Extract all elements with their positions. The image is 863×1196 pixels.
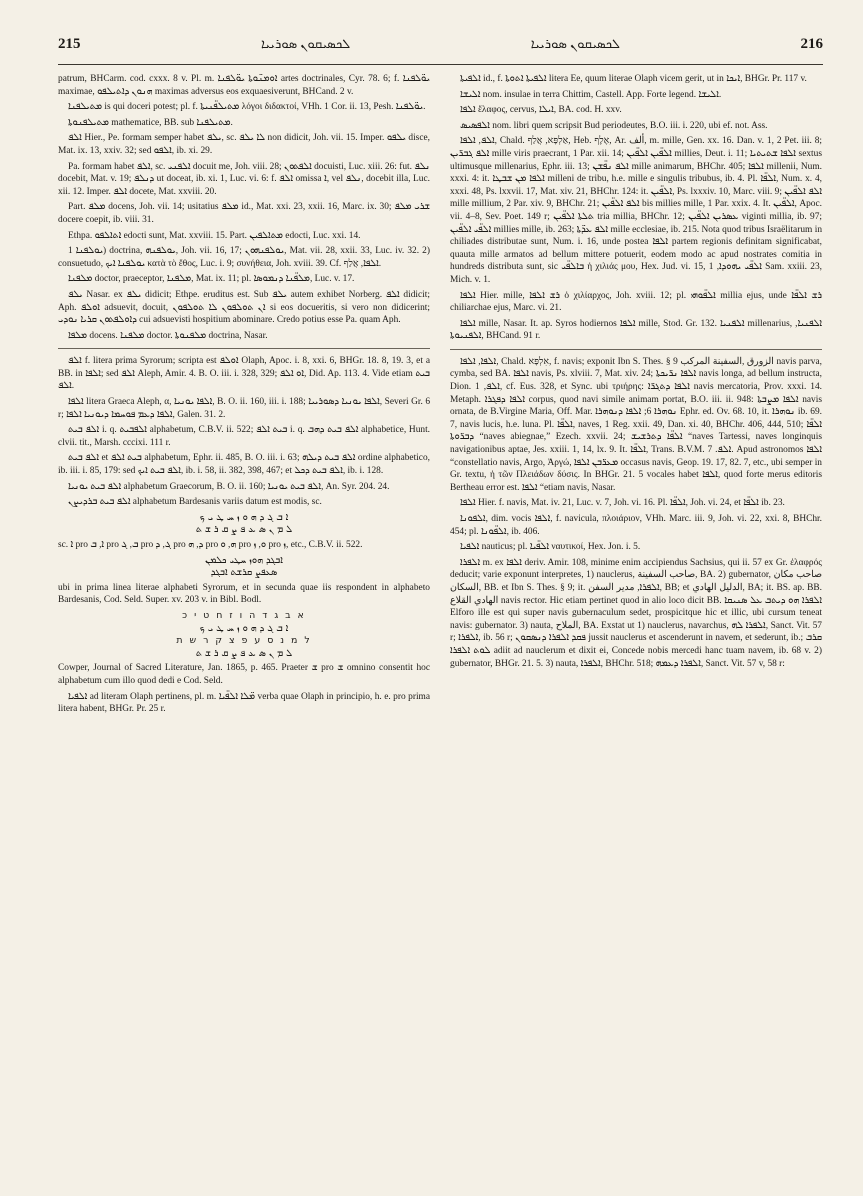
left-page-number: 215: [58, 35, 81, 52]
entry: ܐܠܦܘܢܐ, dim. vocis ܐܠܦܐ, f. navicula, πλοιάριον, VHh. Marc. iii. 9, Joh. vi. 22, xxi. 8, BHChr. 454; pl. ܐܠܦ̈ܘܢܐ, ib. 406.: [450, 514, 822, 537]
left-running-title: ܠܟܣܝܩܘܢ ܣܘܪܝܝܐ: [260, 36, 351, 51]
entry: Ethpa. ܐܬܐܠܦܘ edocti sunt, Mat. xxviii. 15. Part. ܡܬܐܠܦܝܢ edocti, Luc. xxi. 14.: [68, 230, 361, 241]
alphabet-table-3: [58, 610, 430, 660]
entry: ܐܠܦܐ mille, Nasar. It. ap. Syros hodiernos ܐܠܦܐ mille, Stod. Gr. 132. ܐܠܦܢܝܐ millenarius, ܐܠܦܢܝܐ, ܐܠܦܢܝܘܬܐ, BHCand. 91 r.: [450, 318, 822, 342]
entry: ܐܠܦ f. litera prima Syrorum; scripta est ܐܘܠܦ Olaph, Apoc. i. 8, xxi. 6, BHGr. 18. 8, 19. 3, et a BB. in ܐܠܦܐ; sed ܐܠܦ Aleph, Amir. 4. B. O. iii. i. 328, 329; ܐܘ ܐܠܦ, Did. Ap. 113. 4. Vide etiam ܒܝܬ ܐܠܦ.: [58, 356, 430, 392]
alphabet-row: ܠ ܡ ܢ ܣ ܥ ܦ ܨ ܩ ܪ ܫ ܬ: [195, 647, 293, 659]
entry: ܝܠܦ Nasar. ex ܝܠܦ didicit; Ethpe. eruditus est. Sub ܝܠܦ autem exhibet Norberg. ܐܠܦ didicit; Aph. ܐܘܠܦ adsuevit, docuit, ܐܢ ܬܘܠܦܘܢ ܠܐ ܬܘܠܦܘܢ si eos docueritis, si vero non didicerint; ܕܐܘܠܦܬܘܢ ܩܪܝܐ ܢܘܕܝ cui adsuevisti hospitium abominare. Credo potius esse Pa. quam Aph.: [58, 289, 430, 326]
alphabet-row: ܠ ܡ ܢ ܣ ܥ ܦ ܨ ܩ ܪ ܫ ܬ: [195, 524, 293, 536]
entry: ܐܠܦ Hier., Pe. formam semper habet ܝܠܦ, sc. ܠܐ ܝܠܦ non didicit, Joh. vii. 15. Imper. ܝܠܦܘ disce, Mat. ix. 13, xxiv. 32; sed ܐܠܦܘ, ib. xi. 29.: [58, 133, 430, 156]
entry: ܝܘܠܦܢܐ 1) doctrina, ܝܘܠܦܢܗ, Joh. vii. 16, 17; ܝܘܠܦܢܗܘܢ, Mat. vii. 28, xxii. 33, Luc. iv. 32. 2) consuetudo, ܝܘܠܦܢܐ ܐܝܟ κατὰ τὸ ἔθος, Luc. i. 9; συνήθεια, Joh. xviii. 39. Cf. ܐܠܦܐ, אֲלַף.: [58, 246, 430, 269]
entry: ܐܠܦܪܐ m. ex ܐܠܦܐ deriv. Amir. 108, minime enim accipiendus Sachsius, qui ii. 57 ex Gr. ἐλαφρός deducit; varie exponunt interpretes, 1) nauclerus, صاحب السفينة, BA. 2) gubernator, صاحب مكان السكان, BB. et Ibn S. Thes. § 9; it. ܐܠܦܪܐ, مدير السفن, BB; et الدليل الهادي, BA; it. BS. ap. BB. الهادي القلاع navis rector. Hic etiam pertinet quod in alio loco dicit BB. ܐܠܦܪܐ ܗܘ ܕܝܬܒ ܥܠ ܣܢܝܩܐ Elforo ille est qui super navis gubernaculum sedet, prospicitque hic et illic, ubi cursum teneat navis: gubernator. 3) nauta, الملاح, BA. Exstat ut 1) nauclerus, navarchus, ܐܠܦܪܐ ܠܗ, Sanct. Vit. 57 r; ܐܠܦܪܐ, ib. 56 r; ܦܩܕ ܐܠܦܪܐ ܕܢܣܩܘܢ jussit nauclerus et ascenderunt in navem, et sederunt, ib.; ܩܪܒ ܠܘܬ ܐܠܦܪܐ adiit ad nauclerum et dixit ei, Concede nobis mercedi hanc tuam navem, ib. 68 v. 2) gubernator, BHGr. 21. 5. 3) nauta, ܐܠܦܪܐ, BHChr. 518; ܐܠܦܪܐ ܕܥܡܗ, Sanct. Vit. 57 v, 58 r:: [450, 557, 822, 669]
entry: Part. ܡܠܦ docens, Joh. vii. 14; usitatius ܡܠܦ id., Mat. xxi. 23, xxii. 16, Marc. ix. 30; ܫܪܝ ܡܠܦ docere coepit, ib. viii. 31.: [58, 202, 430, 225]
alphabet-row: ܣܥܦܨ ܩܪܫܬ ܐܒܓܕ: [210, 567, 278, 579]
entry: Pa. formam habet ܐܠܦ, sc. ܐܠܦܢܝ docuit me, Joh. viii. 28; ܐܠܦܬܘܢ docuisti, Luc. xiii. 26: fut. ܢܠܦ docebit, Mat. v. 19; ܕܢܠܦ ut doceat, ib. xi. 1, Luc. vi. 6: f. ܐܠܦ omissa ܐ, vel ܢܠܦ, docebit illa, Luc. xii. 12. Imper. ܐܠܦ docete, Mat. xxviii. 20.: [58, 161, 430, 197]
left-column: [58, 73, 430, 1173]
entry: sc. ܐ pro ܐ, ܒ pro ܒ, ܓ pro ܓ, ܕ pro ܕ, ܗ pro ܗ, ܘ pro ܘ, ܙ pro ܙ, etc., C.B.V. ii. 522.: [58, 540, 363, 550]
entry: ܐܠܦܝܐ nauticus; pl. ܐܠܦ̈ܝܐ ναυτικοί, Hex. Jon. i. 5.: [460, 542, 641, 553]
entry: ܡܠܦܐ docens. ܡܠܦܢܐ doctor. ܡܠܦܢܘܬܐ doctrina, Nasar.: [68, 330, 268, 341]
right-page-number: 216: [800, 35, 823, 52]
section-divider: [58, 348, 430, 349]
entry: patrum, BHCarm. cod. cxxx. 8 v. Pl. m. ܐܘܡܢ̈ܘܬܐ ܝܘ̈ܠܦܢܐ artes doctrinales, Cyr. 78. 6; f. ܝܘ̈ܠܦܢܐ maximae, ܗܢܘܢ ܕܐܬܝܠܦܘ maximas adversus eos exquaesiverunt, BHCand. 2 v.: [58, 74, 430, 97]
right-column: [450, 73, 822, 1173]
section-divider: [450, 349, 822, 350]
entry: ܐܠܦ ܒܝܬ ܒܪܕܝܨܢ alphabetum Bardesanis variis datum est modis, sc.: [68, 497, 322, 508]
entry: ܐܠܦ ܒܝܬ ܝܘܢܝܐ alphabetum Graecorum, B. O. ii. 160; ܐܠܦ ܒܝܬ ܝܘܢܝܐ, An. Syr. 204. 24.: [68, 481, 390, 492]
entry: ubi in prima linea literae alphabeti Syrorum, et in secunda quae iis respondent in alphabeto Bardesanis, Cod. Seld. Super. xv. 203 v. in Bibl. Bodl.: [58, 582, 430, 606]
entry: ܐܠܦܐ Hier. f. navis, Mat. iv. 21, Luc. v. 7, Joh. vi. 16. Pl. ܐܠܦ̈ܐ, Joh. vi. 24, et ܐܠܦ̈ܐ ib. 23.: [460, 498, 785, 509]
entry: ܐܠܦܐ, ܐܠܦܐ, Chald. אִלְפָּא, f. navis; exponit Ibn S. Thes. § 9 الزورق ,السفينة المركب navis parva, cymba, sed BA. ܐܠܦܐ navis, Ps. xlviii. 7, Mat. xiv. 24; ܐܠܦܐ ܢܪ̈ܝܟܬܐ navis longa, ad bellum instructa, Dion. ܐܠܦ, 1, cf. Eus. 328, et Sync. ubi τριήρης: ܐܠܦܐ ܕܬܓܪ̈ܐ navis mercatoria, Prov. xxxi. 14. Metaph. ܐܠܦܐ ܕܦܓܪܐ corpus, quod navi simile animam portat, B.O. iii. ii. 948: ܐܠܦܐ ܡܨܒܬܐ navis ornata, de B.Virgine Maria, Off. Mar. ܢܘܗܪܐ 6; ܐܠܦܐ ܕܢܘܗܪܐ Ephr. ed. Ov. 68. 10, it. ܢܘܗܪܐ ib. 69. 7, navis lucis, h.e. luna. Pl. ܐܠܦ̈ܐ, naves, 1 Reg. xxii. 49, Dan. xi. 40, BHChr. 406, 444, 510; ܐܠܦ̈ܐ ܕܒܪ̈ܘܬܐ “naves abiegnae,” Ezech. xxvii. 24; ܐܠܦ̈ܐ ܕܬܪܫܝܫ “naves Tartessi, naves longinquis navigationibus aptae, Jes. xxiii. 1, 14, lx. 9. It. ܐܠܦ̈ܐ, Trans. B.V.M. ܐܠܦ. 7. Apud astronomos ܐܠܦܐ “constellatio navis, Argo, Ἀργώ, ܡܥܪ̈ܒܢ ܐܠܦܐ occasus navis, Geop. 19. 17, 82. 7, etc., ubi semper in Gr. textu, ἡ τῶν Πλειάδων δύσις. In BHGr. 21. 5 vocales habet ܐܠܦܐ, quod forte merus editoris Bertheau error est. ܐܠܦܐ “etiam navis, Nasar.: [450, 356, 822, 493]
page-header: [58, 30, 823, 58]
entry: Cowper, Journal of Sacred Literature, Jan. 1865, p. 465. Praeter ܫ pro ܫ omnino consentit hoc alphabetum cum illo quod dedi e Cod. Seld.: [58, 663, 430, 686]
entry: ܐܠܦܣܝܣ nom. libri quem scripsit Bud periodeutes, B.O. iii. i. 220, ubi ef. not. Ass.: [460, 120, 768, 131]
alphabet-row: א ב ג ד ה ו ז ח ט י כ: [182, 609, 306, 621]
entry: ܐܠܦܐ litera Graeca Aleph, α, ܐܠܦܐ ܝܘܢܝܐ, B. O. ii. 160, iii. i. 188; ܐܠܦܐ ܝܘܢܝܐ ܕܣܘܪܝܝܐ, Severi Gr. 6 r; ܐܠܦܐ ܕܥܡ ܦܘܚܡܐ ܕܝܘܢܝܐ ܐܠܦܐ, Galen. 31. 2.: [58, 397, 430, 420]
alphabet-row: ܐ ܒ ܓ ܕ ܗ ܘ ܙ ܚ ܛ ܝ ܟ: [199, 622, 289, 634]
alphabet-table-2: [58, 555, 430, 580]
alphabet-row: ל מ נ ס ע פ צ ק ר ש ת: [176, 635, 312, 647]
right-running-title: ܠܟܣܝܩܘܢ ܣܘܪܝܝܐ: [530, 36, 621, 51]
header-rule: [58, 64, 823, 65]
entry: ܐܠܦ ܒܝܬ et ܒܝܬ ܐܠܦ alphabetum, Ephr. ii. 485, B. O. iii. i. 63; ܐܠܦ ܒܝܬ ܕܝܠܗ ordine alphabetico, ib. iii. i. 85, 179: sed ܐܠܦ ܒܝܬ ܐܝܟ, ib. i. 58, ii. 382, 398, 467; et ܐܠܦ ܒܝܬ ܕܟܠ, ib. i. 128.: [58, 453, 430, 477]
entry: ܐܠܦܐ ἔλαφος, cervus, ܐܝܠܐ, BA. cod. H. xxv.: [460, 105, 622, 116]
alphabet-row: ܐܒܓܕ ܗܘܙ ܚܛܝ ܟܠܡܢ: [205, 554, 283, 566]
entry: ܡܬܝܠܦܢܐ is qui doceri potest; pl. f. ܡܬܝܠܦ̈ܢܝܬܐ λόγοι διδακτοί, VHh. 1 Cor. ii. 13, Pesh. ܝܘ̈ܠܦܢܐ.: [68, 102, 426, 113]
entry: ܐܠܦܝܐ ad literam Olaph pertinens, pl. m. ܡ̈ܠܐ ܐܠܦ̈ܝܐ verba quae Olaph in principio, h. e. pro prima litera habent, BHGr. Pr. 25 r.: [58, 691, 430, 715]
entry: ܐܠܦ ܒܝܬ i. q. ܐܠܦܒܝܬ alphabetum, C.B.V. ii. 522; ܒܝܬ ܐܠܦ i. q. ܐܠܦ ܒܝܬ ܕܗܒ alphabetice, Hunt. clvii. tit., Marsh. cccixi. 111 r.: [58, 425, 430, 448]
entry: ܐܠܦܐ Hier. mille, ܪܫ ܐܠܦܐ ὁ χιλίαρχος, Joh. xviii. 12; pl. ܐܠܦ̈ܘܗܝ millia ejus, unde ܪܫ ܐܠܦ̈ܐ chiliarchae ejus, Marc. vi. 21.: [450, 290, 822, 314]
alphabet-row: ܐ ܒ ܓ ܕ ܗ ܘ ܙ ܚ ܛ ܝ ܟ: [199, 511, 289, 523]
alphabet-table-1: [58, 512, 430, 537]
entry: ܐܠܦܝܬܐ id., f. ܐܠܦܝܬܐ ܐܬܘܬܐ litera Ee, quum literae Olaph vicem gerit, ut in ܐܝܟܐ, BHGr. Pr. 117 v.: [460, 74, 807, 84]
entry: ܐܠܝܫܐ nom. insulae in terra Chittim, Castell. App. Forte legend. ܐܠܝܫܐ.: [460, 89, 722, 100]
entry: ܐܠܦ, ܐܠܦܐ, Chald. אַלְפָּא, אֲלַף, Heb. אֶלֶף, Ar. ألف, m. mille, Gen. xx. 16. Dan. v. 1, 2 Pet. iii. 8; ܐܠܦ ܓܒܪ̈ܝܢ mille viris praecrant, 1 Par. xii. 14; ܐܠܦ̈ܝܢ ܐܠܦ̈ܝܢ millies, Deut. i. 11; ܐܠܦܐ ܫܬܝܬܝܐ sextus ultimusque millenarius, Ephr. iii. 13; ܐܠܦ ܢܦ̈ܫܢ mille animarum, BHChr. 405; ܐܠܦܐ millenii, Num. xxxi. 4: it. ܐܠܦܐ ܡܢ ܫܒܛܐ milleni de tribu, h.e. mille e singulis tribubus, ib. 4. Pl. ܐܠܦ̈ܐ, Num. x. 4, xxxi. 48, Ps. lxxvii. 17, Mat. xiv. 21, BHChr. 124: it. ܐܠܦ̈ܝܢ, Ps. lxxxiv. 10, Marc. viii. 9; ܐܠܦ ܐܠܦ̈ܝܢ mille millium, 2 Par. xiv. 9, BHChr. 21; ܐܠܦ ܐܠܦ̈ܝܢ bis millies mille, 1 Par. xxix. 4. It. ܐܠܦ̈ܝܢ, Apoc. vii. 4–8, Sev. Poet. 149 r; ܬܠܬܐ ܐܠܦ̈ܝܢ tria millia, BHChr. 12; ܥܣܪܝܢ ܐܠܦ̈ܝܢ viginti millia, ib. 97; ܐܠܦ̈ܝ ܐܠܦ̈ܝܢ millies mille, ib. 263; ܐܠܦ ܥܕ̈ܬܐ mille ecclesiae, ib. 215. Nota quod tribus Israëlitarum in chiliades distributae sunt, Num. i. 16, unde postea ܐܠܦܐ partem regionis definitam significabat, quauta mille armatos ad bellum mittere potuerit, eodem modo ac apud nostrates comitia in hundreds distributa sunt, sic ܒܐܠܦ̈ܝ ἡ χιλιάς μου, Hex. Jud. vi. 15, ܐܠܦ̈ܝ ܝܗܘܕܐ, 1 Sam. xxiii. 23, Mich. v. 1.: [450, 136, 822, 285]
entry: ܡܬܝܠܦܢܘܬܐ mathematice, BB. sub ܡܬܝܠܦܢܐ.: [68, 117, 233, 128]
two-column-body: [58, 73, 823, 1173]
entry: ܡܠܦܢܐ doctor, praeceptor, ܡܠܦܢܐ, Mat. ix. 11; pl. ܡܠܦ̈ܢܐ ܕܢܡܘܣܐ, Luc. v. 17.: [68, 274, 355, 285]
